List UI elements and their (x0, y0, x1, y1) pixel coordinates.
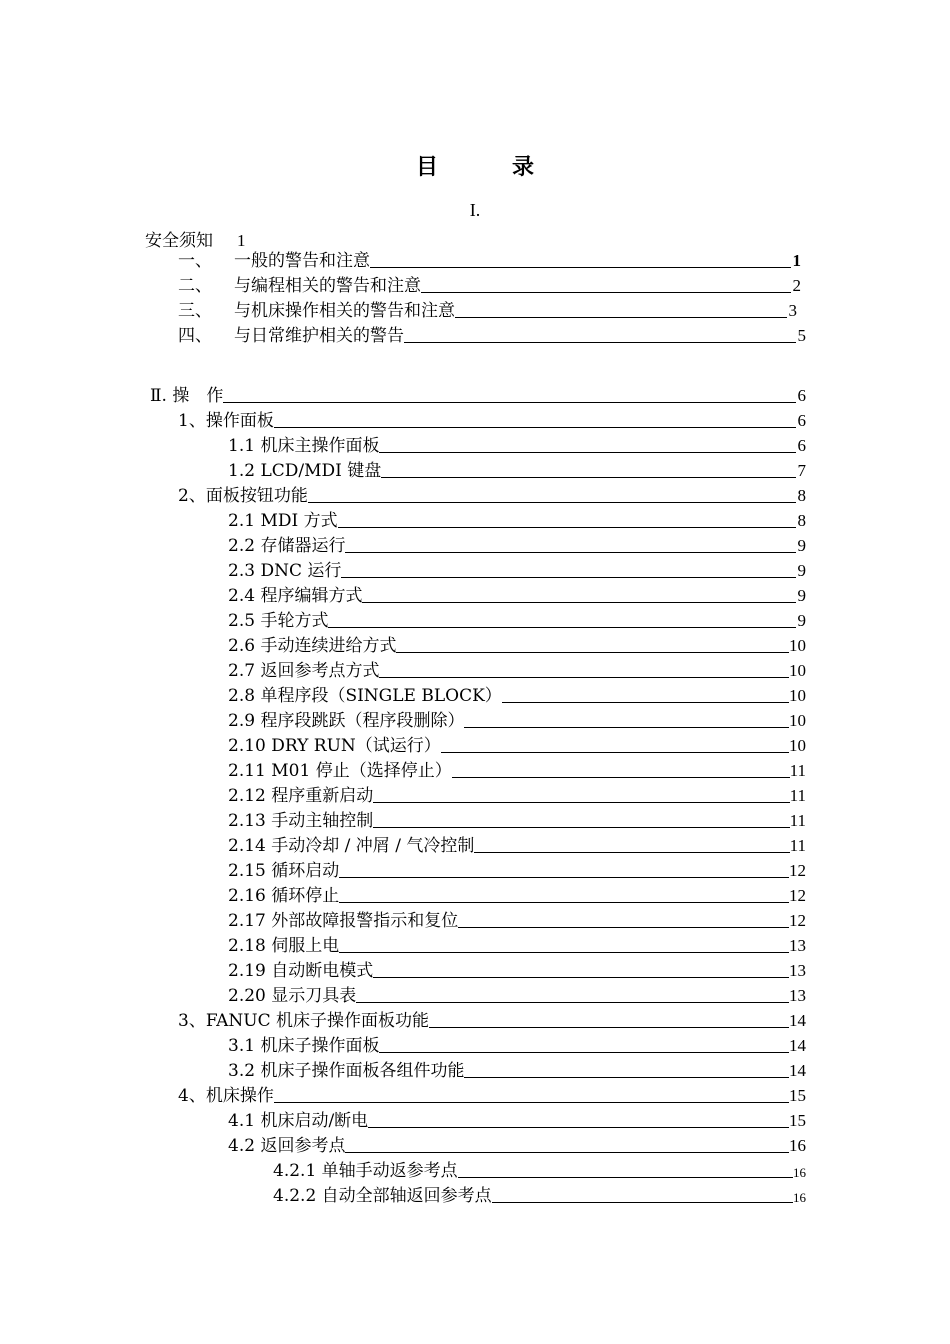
toc-leader (274, 426, 796, 428)
toc-entry-label: 4.2.2 自动全部轴返回参考点 (273, 1186, 492, 1206)
toc-leader (373, 976, 789, 978)
toc-entry-label: 2、面板按钮功能 (178, 486, 308, 506)
toc-entry-label: 2.18 伺服上电 (228, 936, 340, 956)
toc-entry-label: 四、 与日常维护相关的警告 (178, 326, 404, 346)
toc-leader (421, 291, 791, 293)
toc-entry-page: 13 (789, 986, 806, 1005)
toc-leader (458, 1176, 793, 1178)
toc-entry-page: 9 (797, 611, 806, 630)
toc-entry-page: 14 (789, 1011, 806, 1030)
toc-leader (455, 316, 787, 318)
toc-leader (339, 951, 789, 953)
toc-intro-page: 1 (237, 231, 246, 250)
toc-entry[interactable] (273, 1184, 806, 1206)
toc-leader (379, 1051, 789, 1053)
toc-entry-label: 2.17 外部故障报警指示和复位 (228, 911, 459, 931)
toc-part2-heading[interactable] (150, 384, 806, 406)
toc-entry-label: 4.2.1 单轴手动返参考点 (273, 1161, 458, 1181)
toc-leader (223, 401, 796, 403)
toc-leader (339, 901, 789, 903)
toc-entry-page: 6 (797, 436, 806, 455)
toc-entry-page: 2 (792, 276, 801, 295)
toc-entry[interactable] (273, 1159, 806, 1181)
toc-leader (370, 266, 791, 268)
toc-entry-label: 1、操作面板 (178, 411, 274, 431)
toc-leader (379, 451, 796, 453)
toc-entry-label: 2.19 自动断电模式 (228, 961, 374, 981)
toc-entry[interactable] (228, 459, 806, 481)
toc-entry[interactable] (228, 959, 806, 981)
toc-leader (373, 826, 789, 828)
toc-leader (502, 701, 789, 703)
toc-entry-page: 6 (797, 386, 806, 405)
toc-leader (339, 876, 789, 878)
toc-entry[interactable] (228, 1059, 806, 1081)
toc-entry-page: 12 (789, 861, 806, 880)
toc-entry-page: 11 (789, 786, 806, 805)
toc-leader (328, 626, 796, 628)
toc-leader (373, 801, 789, 803)
toc-entry-label: 三、 与机床操作相关的警告和注意 (178, 301, 455, 321)
part1-label: I. (469, 200, 481, 220)
toc-leader (429, 1026, 789, 1028)
toc-entry-label: 3、FANUC 机床子操作面板功能 (178, 1011, 430, 1031)
toc-entry[interactable] (178, 299, 797, 321)
toc-entry[interactable] (178, 1084, 806, 1106)
toc-entry-page: 10 (789, 736, 806, 755)
toc-entry[interactable] (178, 1009, 806, 1031)
toc-leader (368, 1126, 789, 1128)
toc-entry[interactable] (178, 484, 806, 506)
toc-entry[interactable] (228, 584, 806, 606)
toc-entry-page: 8 (797, 511, 806, 530)
toc-leader (441, 751, 789, 753)
toc-entry[interactable] (228, 1034, 806, 1056)
toc-entry[interactable] (228, 559, 806, 581)
toc-leader (341, 576, 796, 578)
toc-entry-page: 6 (797, 411, 806, 430)
toc-entry-label: 2.7 返回参考点方式 (228, 661, 380, 681)
toc-entry[interactable] (228, 534, 806, 556)
toc-entry-page: 9 (797, 536, 806, 555)
toc-entry[interactable] (178, 409, 806, 431)
toc-leader (338, 526, 796, 528)
toc-entry-page: 10 (789, 711, 806, 730)
toc-leader (452, 776, 790, 778)
toc-leader (356, 1001, 789, 1003)
toc-entry[interactable] (178, 249, 801, 271)
toc-entry-page: 11 (789, 761, 806, 780)
toc-entry-label: 2.11 M01 停止（选择停止） (228, 761, 452, 781)
toc-entry[interactable] (228, 709, 806, 731)
toc-entry-label: 2.16 循环停止 (228, 886, 340, 906)
toc-leader (492, 1201, 793, 1203)
toc-entry-label: 2.12 程序重新启动 (228, 786, 374, 806)
toc-entry[interactable] (228, 884, 806, 906)
toc-entry-page: 14 (789, 1061, 806, 1080)
toc-entry-page: 1 (792, 251, 801, 270)
toc-entry-page: 16 (793, 1190, 806, 1205)
toc-entry[interactable] (228, 934, 806, 956)
toc-entry-label: 2.8 单程序段（SINGLE BLOCK） (228, 686, 502, 706)
toc-entry-page: 7 (797, 461, 806, 480)
toc-entry-page: 16 (789, 1136, 806, 1155)
toc-leader (345, 551, 796, 553)
toc-entry-page: 9 (797, 586, 806, 605)
toc-entry-label: 4.2 返回参考点 (228, 1136, 346, 1156)
toc-entry[interactable] (228, 434, 806, 456)
toc-entry[interactable] (228, 734, 806, 756)
toc-entry-page: 11 (789, 811, 806, 830)
toc-entry[interactable] (228, 759, 806, 781)
toc-entry-label: 2.2 存储器运行 (228, 536, 346, 556)
toc-entry[interactable] (228, 1109, 806, 1131)
toc-entry[interactable] (228, 984, 806, 1006)
toc-entry-label: 2.13 手动主轴控制 (228, 811, 374, 831)
toc-intro-label: 安全须知 (145, 231, 213, 251)
toc-leader (464, 1076, 789, 1078)
toc-leader (345, 1151, 789, 1153)
toc-entry[interactable] (228, 859, 806, 881)
toc-entry-page: 10 (789, 636, 806, 655)
page-title: 目 录 (415, 154, 560, 180)
toc-leader (396, 651, 789, 653)
toc-entry-page: 11 (789, 836, 806, 855)
toc-leader (404, 341, 796, 343)
toc-entry-label: 2.1 MDI 方式 (228, 511, 338, 531)
toc-entry-page: 13 (789, 936, 806, 955)
toc-entry[interactable] (228, 1134, 806, 1156)
toc-entry-page: 12 (789, 911, 806, 930)
toc-entry-label: 一、 一般的警告和注意 (178, 251, 370, 271)
toc-entry-label: 3.1 机床子操作面板 (228, 1036, 380, 1056)
toc-entry-page: 10 (789, 661, 806, 680)
toc-entry-label: 二、 与编程相关的警告和注意 (178, 276, 421, 296)
toc-entry-label: 4、机床操作 (178, 1086, 274, 1106)
toc-entry-label: 4.1 机床启动/断电 (228, 1111, 369, 1131)
toc-entry-label: 2.20 显示刀具表 (228, 986, 357, 1006)
toc-leader (458, 926, 789, 928)
toc-entry-page: 14 (789, 1036, 806, 1055)
toc-entry-label: 2.4 程序编辑方式 (228, 586, 363, 606)
toc-entry[interactable] (228, 684, 806, 706)
toc-entry[interactable] (228, 659, 806, 681)
toc-entry-page: 5 (797, 326, 806, 345)
toc-leader (308, 501, 796, 503)
toc-entry-page: 15 (789, 1086, 806, 1105)
toc-entry[interactable] (228, 809, 806, 831)
toc-leader (379, 676, 789, 678)
toc-entry-page: 15 (789, 1111, 806, 1130)
toc-entry-page: 3 (788, 301, 797, 320)
toc-entry[interactable] (228, 834, 806, 856)
toc-leader (381, 476, 796, 478)
toc-entry-label: 2.10 DRY RUN（试运行） (228, 736, 441, 756)
toc-entry-label: 2.9 程序段跳跃（程序段删除） (228, 711, 465, 731)
toc-entry[interactable] (228, 634, 806, 656)
toc-entry-label: 2.5 手轮方式 (228, 611, 329, 631)
toc-entry[interactable] (228, 784, 806, 806)
toc-entry[interactable] (178, 274, 801, 296)
toc-leader (474, 851, 789, 853)
toc-entry-page: 13 (789, 961, 806, 980)
toc-entry-label: 2.3 DNC 运行 (228, 561, 342, 581)
toc-entry[interactable] (228, 909, 806, 931)
toc-entry-label: 1.1 机床主操作面板 (228, 436, 380, 456)
toc-entry-label: 2.14 手动冷却 / 冲屑 / 气冷控制 (228, 836, 475, 856)
toc-leader (362, 601, 796, 603)
toc-entry-label: 2.15 循环启动 (228, 861, 340, 881)
toc-entry-label: 3.2 机床子操作面板各组件功能 (228, 1061, 465, 1081)
toc-entry[interactable] (228, 609, 806, 631)
toc-entry[interactable] (178, 324, 806, 346)
toc-entry-page: 16 (793, 1165, 806, 1180)
toc-entry-label: 2.6 手动连续进给方式 (228, 636, 397, 656)
toc-entry-page: 12 (789, 886, 806, 905)
toc-entry-label: Ⅱ. 操 作 (150, 386, 224, 406)
toc-entry-page: 10 (789, 686, 806, 705)
toc-entry-label: 1.2 LCD/MDI 键盘 (228, 461, 382, 481)
toc-leader (464, 726, 789, 728)
toc-entry[interactable] (228, 509, 806, 531)
toc-entry-page: 9 (797, 561, 806, 580)
toc-entry-page: 8 (797, 486, 806, 505)
toc-leader (274, 1101, 789, 1103)
